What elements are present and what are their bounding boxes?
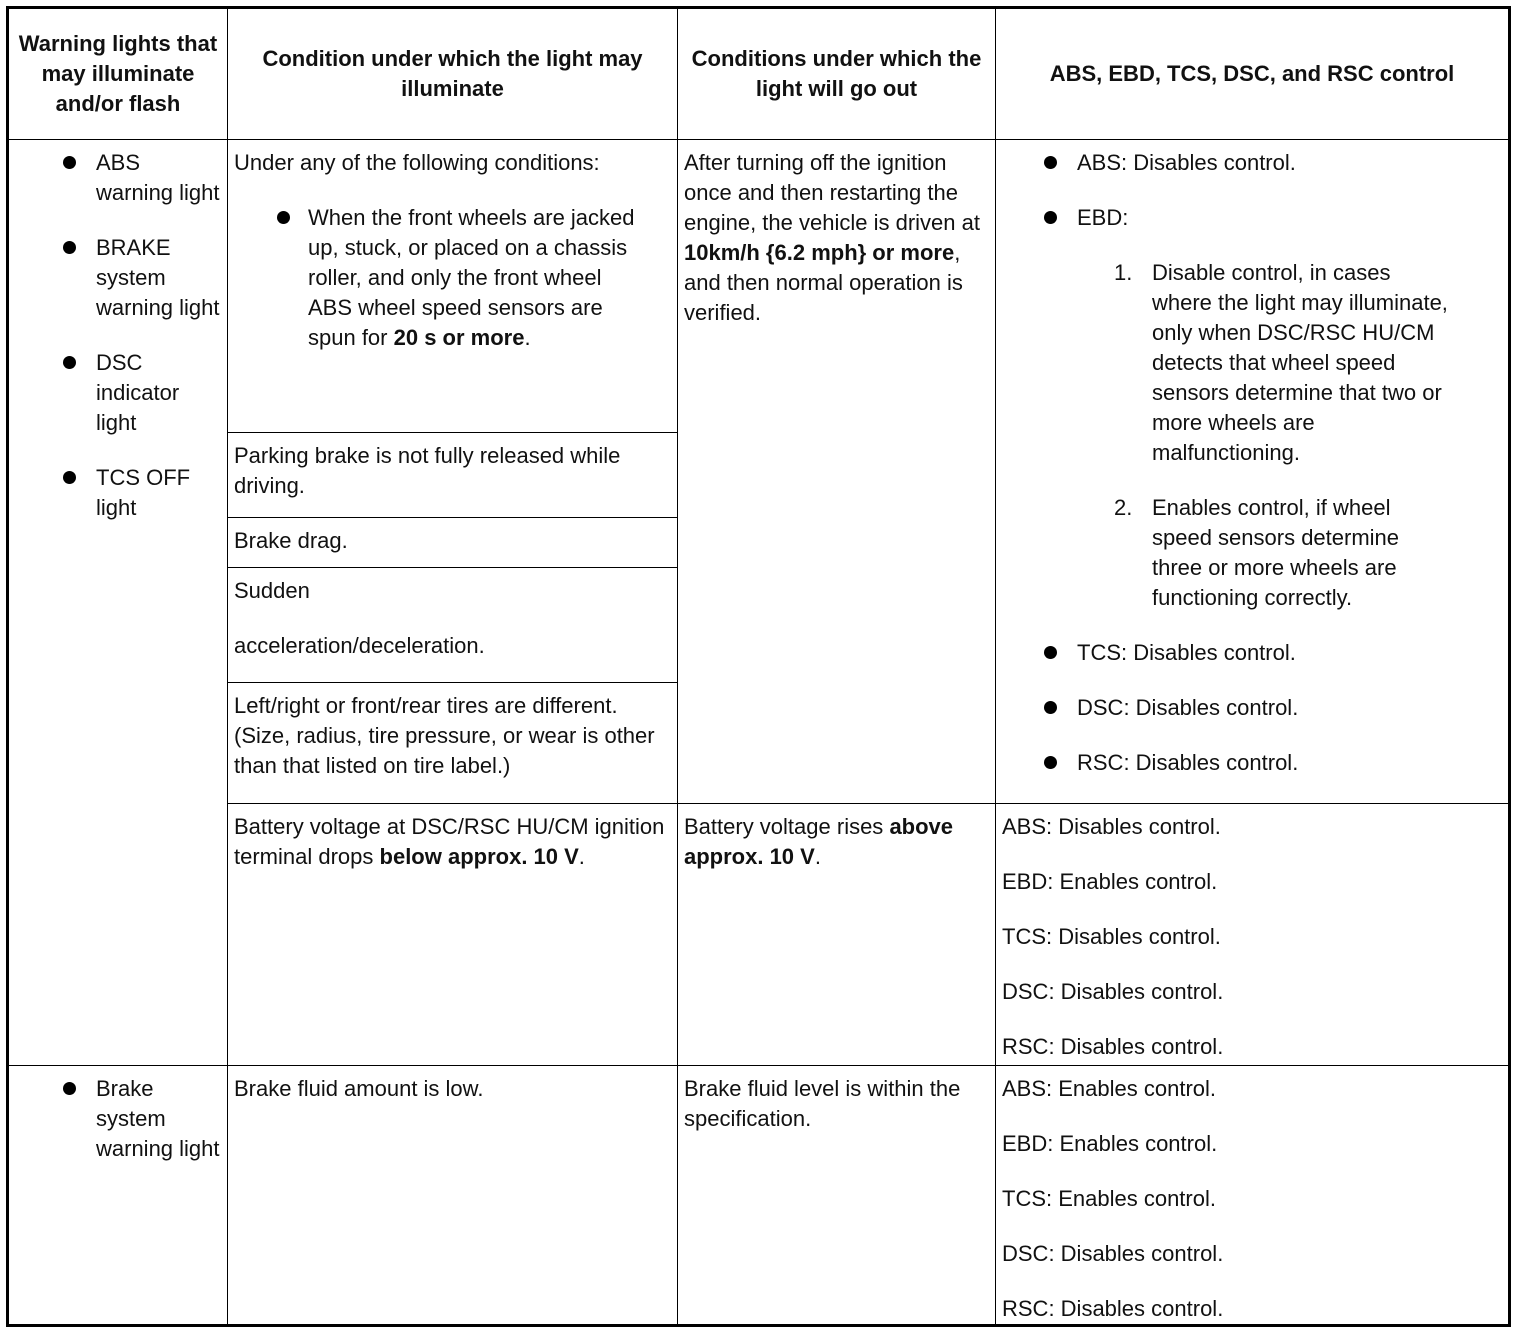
condition-cell-4: Sudden acceleration/deceleration. <box>228 567 678 682</box>
fluid-condition-cell: Brake fluid amount is low. <box>228 1066 678 1326</box>
warning-light-table <box>6 6 1511 1327</box>
list-item: RSC: Disables control. <box>1044 748 1502 778</box>
lights-cell <box>8 140 228 1066</box>
table-row <box>8 804 1510 1066</box>
list-item: DSC indicator light <box>63 348 221 438</box>
list-item: BRAKE system warning light <box>63 233 221 323</box>
list-item: DSC: Disables control. <box>1044 693 1502 723</box>
battery-goes-out-cell: Battery voltage rises above approx. 10 V. <box>678 804 996 1066</box>
condition-cell-3: Brake drag. <box>228 518 678 568</box>
bullet-icon <box>1044 211 1057 224</box>
list-item: TCS: Disables control. <box>1044 638 1502 668</box>
goes-out-cell-1: After turning off the ignition once and then restarting the engine, the vehicle is driven at 10km/h {6.2 mph} or more, and then normal operation is verified. <box>678 140 996 804</box>
bullet-icon <box>63 356 76 369</box>
list-item: TCS OFF light <box>63 463 221 523</box>
header-condition-illuminate: Condition under which the light may illuminate <box>228 8 678 140</box>
bullet-icon <box>63 241 76 254</box>
bullet-icon <box>1044 646 1057 659</box>
bullet-icon <box>63 471 76 484</box>
bullet-icon <box>1044 701 1057 714</box>
numbered-item: 1. Disable control, in cases where the light may illuminate, only when DSC/RSC HU/CM detects that wheel speed sensors determine that two or more wheels are malfunctioning. <box>1114 260 1448 465</box>
fluid-light-cell <box>8 1066 228 1326</box>
numbered-item: 2. Enables control, if wheel speed sensors determine three or more wheels are functioning correctly. <box>1114 495 1400 610</box>
condition-cell-1: Under any of the following conditions: When the front wheels are jacked up, stuck, or placed on a chassis roller, and only the front wheel ABS wheel speed sensors are spun for 20 s or more. <box>228 140 678 433</box>
list-item: ABS: Disables control. <box>1044 148 1502 178</box>
condition-cell-5: Left/right or front/rear tires are different. (Size, radius, tire pressure, or wear is other than that listed on tire label.) <box>228 682 678 803</box>
bullet-icon <box>1044 756 1057 769</box>
bullet-icon <box>1044 156 1057 169</box>
header-row <box>8 8 1510 140</box>
battery-control-cell: ABS: Disables control. EBD: Enables control. TCS: Disables control. DSC: Disables control. RSC: Disables control. <box>996 804 1510 1066</box>
battery-condition-cell: Battery voltage at DSC/RSC HU/CM ignition terminal drops below approx. 10 V. <box>228 804 678 1066</box>
header-control: ABS, EBD, TCS, DSC, and RSC control <box>996 8 1510 140</box>
bullet-icon <box>277 211 290 224</box>
fluid-control-cell: ABS: Enables control. EBD: Enables control. TCS: Enables control. DSC: Disables control. RSC: Disables control. <box>996 1066 1510 1326</box>
header-condition-go-out: Conditions under which the light will go out <box>678 8 996 140</box>
list-item: When the front wheels are jacked up, stuck, or placed on a chassis roller, and only the front wheel ABS wheel speed sensors are spun for 20 s or more. <box>277 203 671 353</box>
condition-cell-2: Parking brake is not fully released while driving. <box>228 433 678 518</box>
bullet-icon <box>63 1082 76 1095</box>
table-row <box>8 140 1510 433</box>
header-warning-lights: Warning lights that may illuminate and/or flash <box>8 8 228 140</box>
control-cell-1 <box>996 140 1510 804</box>
fluid-goes-out-cell: Brake fluid level is within the specification. <box>678 1066 996 1326</box>
list-item: EBD: <box>1044 203 1502 233</box>
table-row <box>8 1066 1510 1326</box>
list-item: ABS warning light <box>63 148 221 208</box>
list-item: Brake system warning light <box>63 1074 221 1164</box>
bullet-icon <box>63 156 76 169</box>
